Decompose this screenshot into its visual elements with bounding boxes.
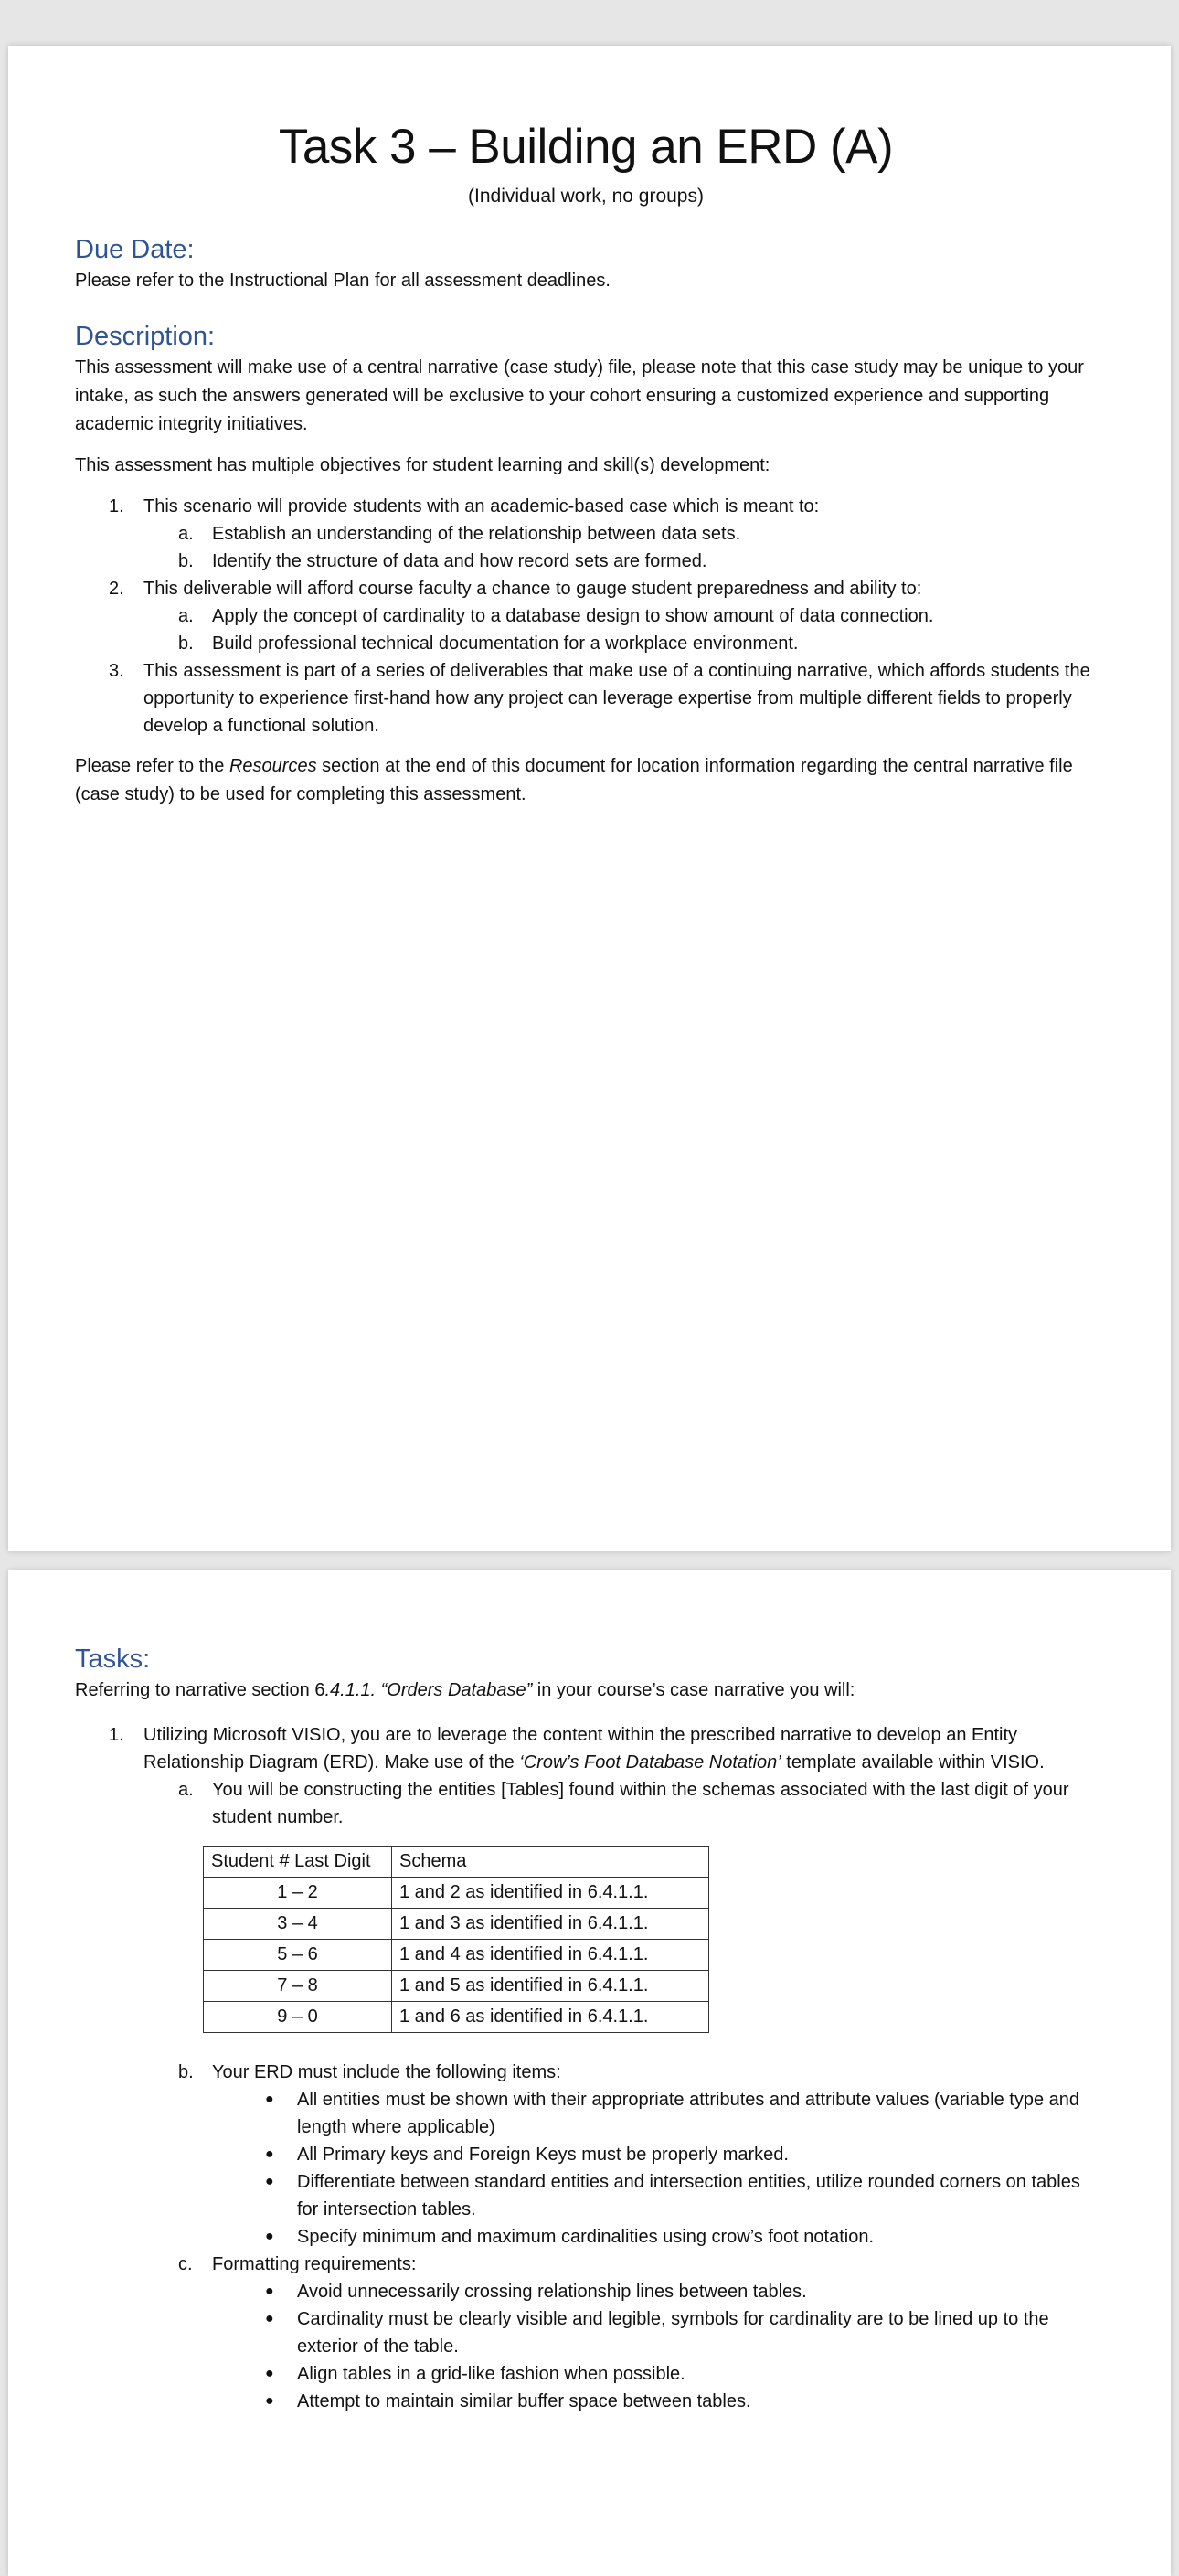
table-row: [204, 1909, 709, 1940]
table-cell: 1 and 6 as identified in 6.4.1.1.: [392, 2002, 709, 2033]
objective-text: This scenario will provide students with an academic-based case which is meant to:: [143, 496, 820, 516]
sub-objective-item: [75, 630, 1097, 657]
bullet-text: Attempt to maintain similar buffer space between tables.: [297, 2391, 751, 2411]
bullet-icon: ●: [265, 2146, 274, 2162]
objective-text: This deliverable will afford course faculty a chance to gauge student preparedness and ability to:: [143, 579, 922, 599]
bullet-item: [75, 2168, 1097, 2223]
table-cell: 3 – 4: [204, 1909, 392, 1940]
table-header-cell: Schema: [392, 1847, 709, 1878]
list-marker: 2.: [109, 579, 124, 599]
list-marker: a.: [178, 524, 194, 544]
list-marker: a.: [178, 1780, 194, 1800]
objective-item: [75, 493, 1097, 520]
task-subitem-c: [75, 2251, 1097, 2278]
tasks-heading: Tasks:: [75, 1645, 151, 1674]
bullet-item: [75, 2305, 1097, 2360]
bullet-item: [75, 2278, 1097, 2305]
bullet-icon: ●: [265, 2229, 274, 2244]
objectives-list: [75, 493, 1097, 740]
bullet-icon: ●: [265, 2366, 274, 2381]
table-cell: 9 – 0: [204, 2002, 392, 2033]
bullet-item: [75, 2223, 1097, 2251]
task-subitem-b-text: Your ERD must include the following items:: [212, 2062, 561, 2082]
list-marker: 1.: [109, 496, 124, 516]
list-marker: b.: [178, 2062, 194, 2082]
document-subtitle: (Individual work, no groups): [468, 186, 704, 207]
document-page-1: [8, 46, 1171, 1551]
bullet-text: All Primary keys and Foreign Keys must be properly marked.: [297, 2145, 789, 2165]
task-text-emphasis: ‘Crow’s Foot Database Notation’: [519, 1752, 781, 1772]
list-marker: 1.: [109, 1725, 124, 1745]
sub-objective-text: Identify the structure of data and how record sets are formed.: [212, 551, 707, 571]
description-heading: Description:: [75, 322, 216, 351]
list-marker: b.: [178, 551, 194, 571]
table-header-row: [204, 1847, 709, 1878]
bullet-icon: ●: [265, 2393, 274, 2409]
description-paragraph-2: This assessment has multiple objectives for student learning and skill(s) development:: [75, 455, 770, 475]
bullet-item: [75, 2360, 1097, 2388]
task-subitem-b: [75, 2059, 1097, 2086]
sub-objective-text: Apply the concept of cardinality to a database design to show amount of data connection.: [212, 606, 934, 626]
objective-item: [75, 575, 1097, 602]
resources-paragraph: [75, 752, 1097, 809]
table-cell: 1 and 3 as identified in 6.4.1.1.: [392, 1909, 709, 1940]
resources-text-post: section at the end of this document for location information regarding the central narrative file (case study) to be used for completing this assessment.: [75, 756, 1073, 804]
sub-objective-item: [75, 548, 1097, 575]
resources-emphasis: Resources: [228, 756, 317, 776]
bullet-item: [75, 2388, 1097, 2415]
tasks-intro-post: in your course’s case narrative you will:: [532, 1680, 855, 1700]
tasks-intro: [75, 1677, 1097, 1705]
tasks-intro-emphasis: .4.1.1. “Orders Database”: [324, 1680, 533, 1700]
table-row: [204, 1878, 709, 1909]
description-paragraph-1: This assessment will make use of a central narrative (case study) file, please note that this case study may be unique to your intake, as such the answers generated will be exclusive to your cohort ensuring a customized experience and supporting academic integrity initiatives.: [75, 357, 1084, 434]
sub-objective-text: Build professional technical documentation for a workplace environment.: [212, 633, 799, 654]
due-date-heading: Due Date:: [75, 235, 195, 264]
task-item: [75, 1721, 1097, 1776]
table-cell: 1 – 2: [204, 1878, 392, 1909]
sub-objective-item: [75, 520, 1097, 548]
table-cell: 7 – 8: [204, 1971, 392, 2002]
bullet-text: Differentiate between standard entities and intersection entities, utilize rounded corners on tables for intersection tables.: [297, 2172, 1080, 2219]
task-text-pre: Utilizing Microsoft VISIO, you are to leverage the content within the prescribed narrative to develop an Entity Relationship Diagram (ERD). Make use of the: [143, 1725, 1018, 1772]
bullet-text: Specify minimum and maximum cardinalities using crow’s foot notation.: [297, 2227, 875, 2247]
document-page-2: [8, 1570, 1171, 2576]
table-row: [204, 1971, 709, 2002]
bullet-text: Align tables in a grid-like fashion when possible.: [297, 2364, 685, 2384]
table-header-cell: Student # Last Digit: [204, 1847, 392, 1878]
table-cell: 1 and 4 as identified in 6.4.1.1.: [392, 1940, 709, 1971]
bullet-icon: ●: [265, 2174, 274, 2189]
bullet-icon: ●: [265, 2311, 274, 2326]
bullet-text: Cardinality must be clearly visible and legible, symbols for cardinality are to be lined up to the exterior of the table.: [297, 2309, 1049, 2357]
table-cell: 1 and 5 as identified in 6.4.1.1.: [392, 1971, 709, 2002]
bullet-text: Avoid unnecessarily crossing relationship lines between tables.: [297, 2282, 807, 2302]
objective-text: This assessment is part of a series of deliverables that make use of a continuing narrative, which affords students the opportunity to experience first-hand how any project can leverage expertise from multiple different fields to properly develop a functional solution.: [143, 661, 1090, 736]
bullet-icon: ●: [265, 2283, 274, 2299]
list-marker: a.: [178, 606, 194, 626]
schema-table: [203, 1846, 709, 2033]
table-row: [204, 2002, 709, 2033]
sub-objective-text: Establish an understanding of the relationship between data sets.: [212, 524, 741, 544]
tasks-intro-pre: Referring to narrative section 6: [75, 1680, 325, 1700]
resources-text-pre: Please refer to the: [75, 756, 229, 776]
task-subitem-a: [75, 1776, 1097, 1831]
task-text-post: template available within VISIO.: [781, 1752, 1045, 1772]
sub-objective-item: [75, 602, 1097, 630]
list-marker: 3.: [109, 661, 124, 681]
bullet-text: All entities must be shown with their appropriate attributes and attribute values (variable type and length where applicable): [297, 2090, 1080, 2137]
due-date-text: Please refer to the Instructional Plan for all assessment deadlines.: [75, 271, 611, 291]
list-marker: c.: [178, 2254, 193, 2274]
bullet-item: [75, 2141, 1097, 2168]
bullet-icon: ●: [265, 2092, 274, 2107]
document-title: Task 3 – Building an ERD (A): [278, 120, 894, 174]
tasks-list: [75, 1721, 1097, 1831]
task-subitem-c-text: Formatting requirements:: [212, 2254, 417, 2274]
bullet-item: [75, 2086, 1097, 2141]
table-cell: 1 and 2 as identified in 6.4.1.1.: [392, 1878, 709, 1909]
list-marker: b.: [178, 633, 194, 654]
task-subitem-a-text: You will be constructing the entities [Tables] found within the schemas associated with the last digit of your student number.: [212, 1780, 1069, 1827]
tasks-list-continued: [75, 2059, 1097, 2415]
table-row: [204, 1940, 709, 1971]
objective-item: [75, 657, 1097, 740]
table-cell: 5 – 6: [204, 1940, 392, 1971]
